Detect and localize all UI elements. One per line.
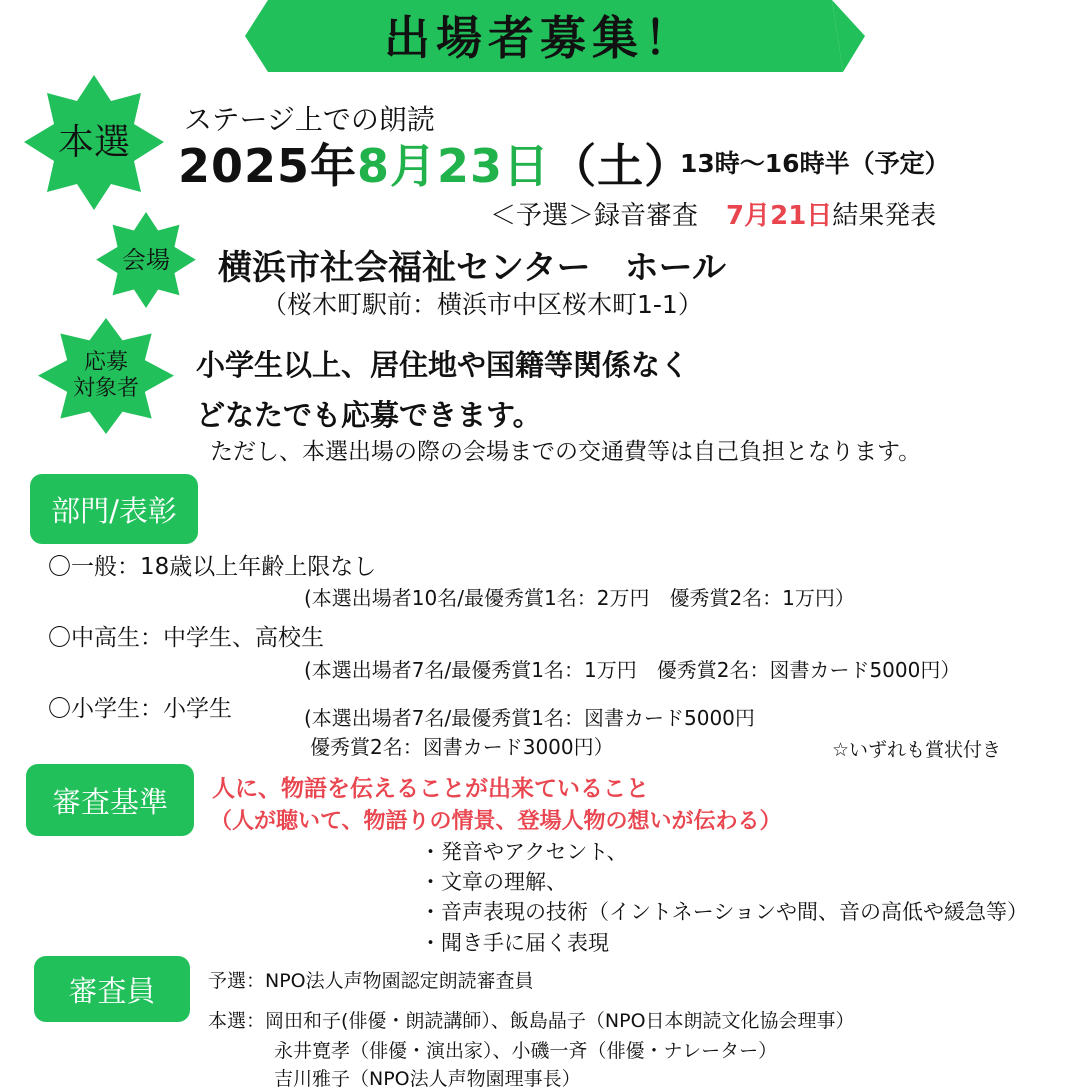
main-event-badge bbox=[24, 75, 164, 210]
criteria-item: ・聞き手に届く表現 bbox=[420, 931, 609, 955]
criteria-headline1: 人に、物語を伝えることが出来ていること bbox=[212, 776, 649, 802]
venue-name: 横浜市社会福祉センター ホール bbox=[218, 248, 726, 288]
division-elementary-detail2: 優秀賞2名：図書カード3000円） bbox=[310, 735, 614, 759]
prelim-info bbox=[490, 195, 936, 232]
eligibility-badge bbox=[38, 318, 174, 434]
main-event-time: 13時～16時半（予定） bbox=[680, 149, 950, 178]
venue-badge-label: 会場 bbox=[122, 245, 170, 274]
divisions-label: 部門/表彰 bbox=[30, 474, 198, 544]
main-event-subtitle: ステージ上での朗読 bbox=[184, 103, 435, 136]
division-general: 〇一般：18歳以上年齢上限なし bbox=[48, 554, 377, 580]
eligibility-badge-line2: 対象者 bbox=[72, 376, 139, 401]
eligibility-badge-line1: 応募 bbox=[83, 349, 128, 375]
criteria-headline2: （人が聴いて、物語りの情景、登場人物の想いが伝わる） bbox=[210, 809, 782, 834]
eligibility-line2: どなたでも応募できます。 bbox=[196, 398, 542, 432]
eligibility-note: ただし、本選出場の際の会場までの交通費等は自己負担となります。 bbox=[210, 439, 922, 465]
venue-badge bbox=[96, 212, 196, 308]
criteria-item: ・発音やアクセント、 bbox=[420, 840, 628, 864]
criteria-item: ・音声表現の技術（イントネーションや間、音の高低や緩急等） bbox=[420, 900, 1028, 924]
judges-main-line3: 吉川雅子（NPO法人声物園理事長） bbox=[274, 1068, 581, 1090]
judges-main-line2: 永井寛孝（俳優・演出家）、小磯一斉（俳優・ナレーター） bbox=[274, 1040, 778, 1062]
division-elementary: 〇小学生：小学生 bbox=[48, 696, 232, 722]
date-year: 2025年 bbox=[178, 139, 358, 193]
prelim-label: ＜予選＞録音審査 bbox=[490, 201, 699, 231]
criteria-label: 審査基準 bbox=[26, 764, 194, 836]
division-elementary-detail1: (本選出場者7名/最優秀賞1名：図書カード5000円 bbox=[304, 706, 755, 730]
eligibility-line1: 小学生以上、居住地や国籍等関係なく bbox=[196, 348, 690, 382]
date-month-day: 8月23日 bbox=[357, 139, 551, 193]
division-middle-high-detail: (本選出場者7名/最優秀賞1名：1万円 優秀賞2名：図書カード5000円） bbox=[304, 658, 961, 682]
banner-title: 出場者募集！ bbox=[384, 11, 696, 65]
judges-main-line1: 本選：岡田和子(俳優・朗読講師）、飯島晶子（NPO日本朗読文化協会理事） bbox=[208, 1010, 855, 1032]
judges-prelim: 予選：NPO法人声物園認定朗読審査員 bbox=[208, 970, 534, 992]
prelim-date: 7月21日 bbox=[726, 201, 833, 231]
prelim-suffix: 結果発表 bbox=[832, 201, 937, 231]
title-banner bbox=[0, 0, 1080, 72]
divisions-note: ☆いずれも賞状付き bbox=[832, 739, 1002, 761]
eligibility-badge-label bbox=[38, 318, 174, 434]
division-middle-high: 〇中高生：中学生、高校生 bbox=[48, 625, 324, 651]
main-event-date bbox=[178, 130, 691, 196]
judges-label: 審査員 bbox=[34, 956, 190, 1022]
main-event-badge-label: 本選 bbox=[57, 121, 130, 163]
date-weekday: （土） bbox=[550, 139, 692, 193]
venue-address: （桜木町駅前：横浜市中区桜木町1-1） bbox=[262, 290, 703, 319]
criteria-item: ・文章の理解、 bbox=[420, 870, 567, 894]
division-general-detail: (本選出場者10名/最優秀賞1名：2万円 優秀賞2名：1万円） bbox=[304, 586, 855, 610]
